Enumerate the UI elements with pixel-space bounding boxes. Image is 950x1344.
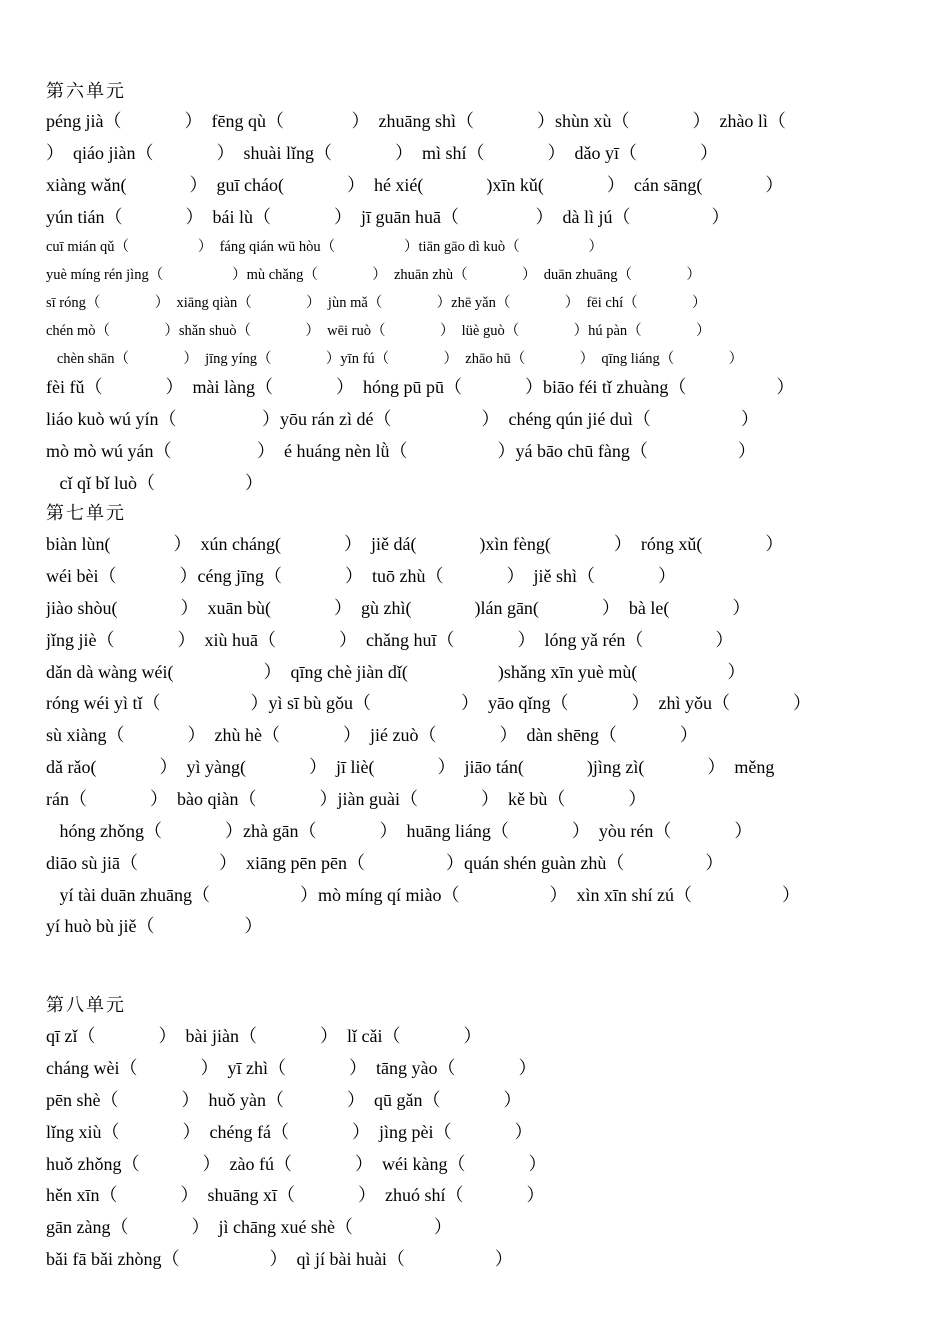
pinyin-exercise-line: dǎ rǎo( ） yì yàng( ） jī liè( ） jiāo tán( )jìng zì( ） měng (46, 757, 775, 777)
pinyin-exercise-line: yí huò bù jiě（ ） (46, 916, 263, 936)
pinyin-exercise-line: rán（ ） bào qiàn（ ）jiàn guài（ ） kě bù（ ） (46, 789, 647, 809)
pinyin-exercise-line: fèi fǔ（ ） mài làng（ ） hóng pū pū（ ）biāo féi tǐ zhuàng（ ） (46, 377, 795, 397)
pinyin-exercise-line: péng jià（ ） fēng qù（ ） zhuāng shì（ ）shùn xù（ ） zhào lì（ (46, 111, 786, 131)
pinyin-exercise-line: ） qiáo jiàn（ ） shuài lǐng（ ） mì shí（ ） dǎo yī（ ） (46, 143, 718, 163)
pinyin-exercise-line: gān zàng（ ） jì chāng xué shè（ ） (46, 1217, 452, 1237)
pinyin-exercise-line: lǐng xiù（ ） chéng fá（ ） jìng pèi（ ） (46, 1122, 533, 1142)
pinyin-exercise-line: chèn shān（ ） jīng yíng（ ）yīn fú（ ） zhāo hū（ ） qīng liáng（ ） (46, 351, 744, 367)
pinyin-exercise-line: sù xiàng（ ） zhù hè（ ） jié zuò（ ） dàn shēng（ ） (46, 725, 698, 745)
pinyin-exercise-line: qī zǐ（ ） bài jiàn（ ） lǐ cǎi（ ） (46, 1026, 482, 1046)
pinyin-exercise-line: liáo kuò wú yín（ ）yōu rán zì dé（ ） chéng qún jié duì（ ） (46, 409, 759, 429)
pinyin-exercise-line: sī róng（ ） xiāng qiàn（ ） jùn mǎ（ ）zhē yǎn（ ） fēi chí（ ） (46, 295, 707, 311)
pinyin-exercise-line: chén mò（ ）shǎn shuò（ ） wēi ruò（ ） lüè guò（ ）hú pàn（ ） (46, 323, 711, 339)
unit-heading: 第六单元 (46, 81, 126, 101)
pinyin-exercise-line: róng wéi yì tǐ（ ）yì sī bù gǒu（ ） yāo qǐng（ ） zhì yǒu（ ） (46, 693, 811, 713)
unit-heading: 第七单元 (46, 503, 126, 523)
pinyin-exercise-line: diāo sù jiā（ ） xiāng pēn pēn（ ）quán shén guàn zhù（ ） (46, 853, 724, 873)
pinyin-exercise-line: cǐ qǐ bǐ luò（ ） (46, 473, 263, 493)
pinyin-exercise-line: dǎn dà wàng wéi( ） qīng chè jiàn dǐ( )shǎng xīn yuè mù( ） (46, 662, 746, 682)
unit-heading: 第八单元 (46, 995, 126, 1015)
pinyin-exercise-line: wéi bèi（ ）céng jīng（ ） tuō zhù（ ） jiě shì（ ） (46, 566, 676, 586)
pinyin-exercise-line: cuī mián qǔ（ ） fáng qián wū hòu（ ）tiān gāo dì kuò（ ） (46, 239, 603, 255)
pinyin-exercise-line: bǎi fā bǎi zhòng（ ） qì jí bài huài（ ） (46, 1249, 513, 1269)
pinyin-exercise-line: hěn xīn（ ） shuāng xī（ ） zhuó shí（ ） (46, 1185, 545, 1205)
pinyin-exercise-line: mò mò wú yán（ ） é huáng nèn lǜ（ ）yá bāo chū fàng（ ） (46, 441, 756, 461)
pinyin-exercise-line: jǐng jiè（ ） xiù huā（ ） chǎng huī（ ） lóng yǎ rén（ ） (46, 630, 734, 650)
pinyin-exercise-line: yí tài duān zhuāng（ ）mò míng qí miào（ ） xìn xīn shí zú（ ） (46, 885, 800, 905)
pinyin-exercise-line: xiàng wǎn( ） guī cháo( ） hé xié( )xīn kǔ( ） cán sāng( ） (46, 175, 784, 195)
pinyin-exercise-line: pēn shè（ ） huǒ yàn（ ） qū gǎn（ ） (46, 1090, 522, 1110)
pinyin-exercise-line: huǒ zhǒng（ ） zào fú（ ） wéi kàng（ ） (46, 1154, 547, 1174)
pinyin-exercise-line: jiào shòu( ） xuān bù( ） gù zhì( )lán gān( ） bà le( ） (46, 598, 751, 618)
pinyin-exercise-line: biàn lùn( ） xún cháng( ） jiě dá( )xìn fèng( ） róng xǔ( ） (46, 534, 784, 554)
pinyin-exercise-line: yún tián（ ） bái lù（ ） jī guān huā（ ） dà lì jú（ ） (46, 207, 730, 227)
pinyin-exercise-line: yuè míng rén jìng（ ）mù chǎng（ ） zhuān zhù（ ） duān zhuāng（ ） (46, 267, 701, 283)
pinyin-exercise-line: hóng zhǒng（ ）zhà gān（ ） huāng liáng（ ） yòu rén（ ） (46, 821, 753, 841)
pinyin-exercise-line: cháng wèi（ ） yī zhì（ ） tāng yào（ ） (46, 1058, 537, 1078)
